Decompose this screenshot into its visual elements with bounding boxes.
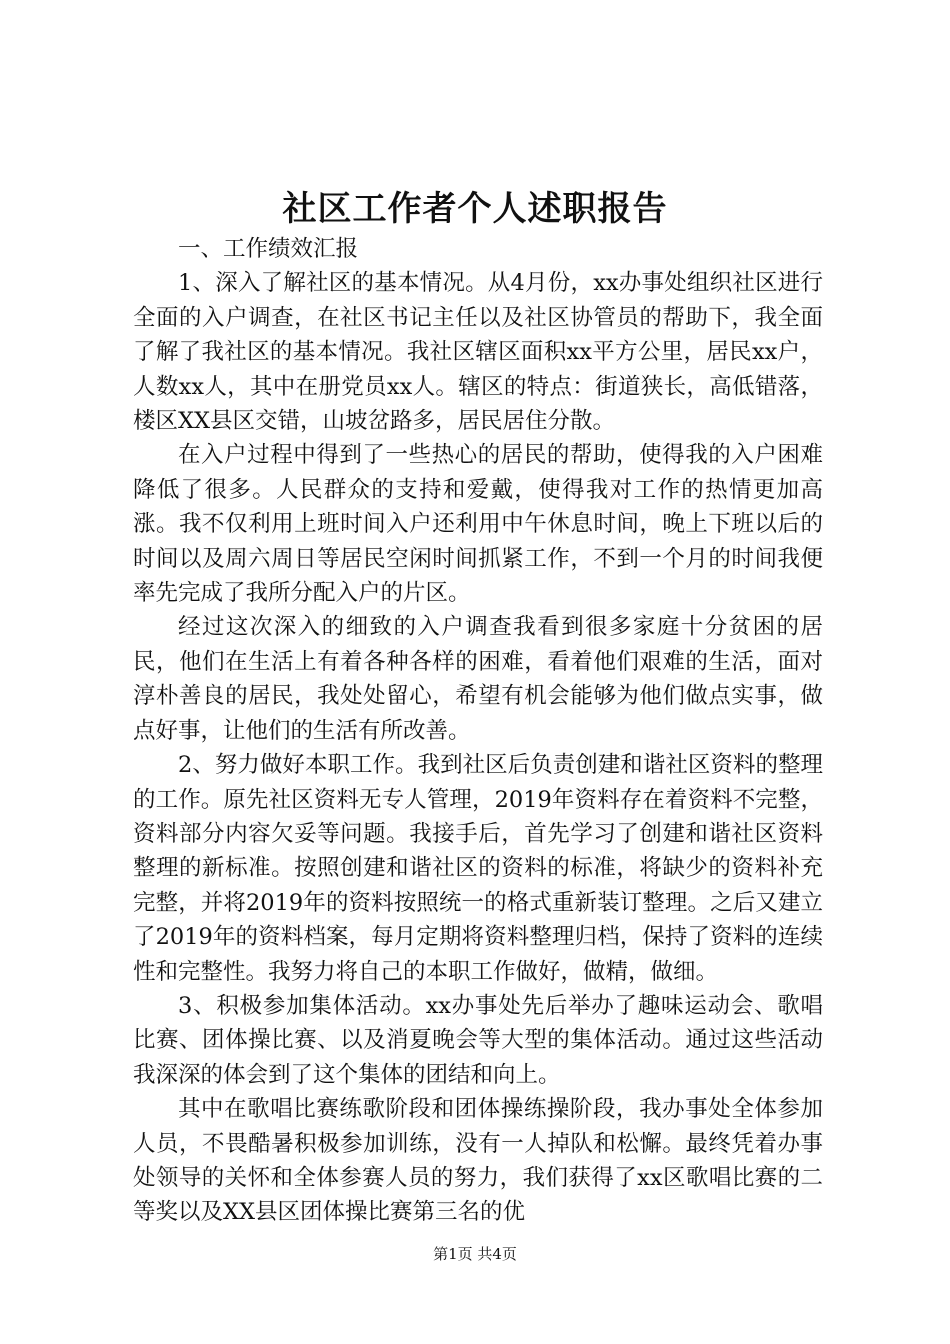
document-body xyxy=(133,232,823,1230)
paragraph: 其中在歌唱比赛练歌阶段和团体操练操阶段，我办事处全体参加人员，不畏酷暑积极参加训练，没有一人掉队和松懈。最终凭着办事处领导的关怀和全体参赛人员的努力，我们获得了xx区歌唱比赛的二等奖以及XX县区团体操比赛第三名的优 xyxy=(133,1096,823,1226)
paragraph: 经过这次深入的细致的入户调查我看到很多家庭十分贫困的居民，他们在生活上有着各种各样的困难，看着他们艰难的生活，面对淳朴善良的居民，我处处留心，希望有机会能够为他们做点实事，做点好事，让他们的生活有所改善。 xyxy=(133,614,823,744)
page-number-footer: 第1页 共4页 xyxy=(433,1245,517,1263)
paragraph: 2、努力做好本职工作。我到社区后负责创建和谐社区资料的整理的工作。原先社区资料无专人管理，2019年资料存在着资料不完整，资料部分内容欠妥等问题。我接手后，首先学习了创建和谐社区资料整理的新标准。按照创建和谐社区的资料的标准，将缺少的资料补充完整，并将2019年的资料按照统一的格式重新装订整理。之后又建立了2019年的资料档案，每月定期将资料整理归档，保持了资料的连续性和完整性。我努力将自己的本职工作做好，做精，做细。 xyxy=(133,752,823,985)
paragraph: 1、深入了解社区的基本情况。从4月份，xx办事处组织社区进行全面的入户调查，在社区书记主任以及社区协管员的帮助下，我全面了解了我社区的基本情况。我社区辖区面积xx平方公里，居民xx户，人数xx人，其中在册党员xx人。辖区的特点：街道狭长，高低错落，楼区XX县区交错，山坡岔路多，居民居住分散。 xyxy=(133,270,823,435)
paragraph: 3、积极参加集体活动。xx办事处先后举办了趣味运动会、歌唱比赛、团体操比赛、以及消夏晚会等大型的集体活动。通过这些活动我深深的体会到了这个集体的团结和向上。 xyxy=(133,992,823,1088)
section-heading: 一、工作绩效汇报 xyxy=(178,236,359,262)
document-title: 社区工作者个人述职报告 xyxy=(282,189,668,229)
paragraph: 在入户过程中得到了一些热心的居民的帮助，使得我的入户困难降低了很多。人民群众的支持和爱戴，使得我对工作的热情更加高涨。我不仅利用上班时间入户还利用中午休息时间，晚上下班以后的时间以及周六周日等居民空闲时间抓紧工作，不到一个月的时间我便率先完成了我所分配入户的片区。 xyxy=(133,442,823,607)
